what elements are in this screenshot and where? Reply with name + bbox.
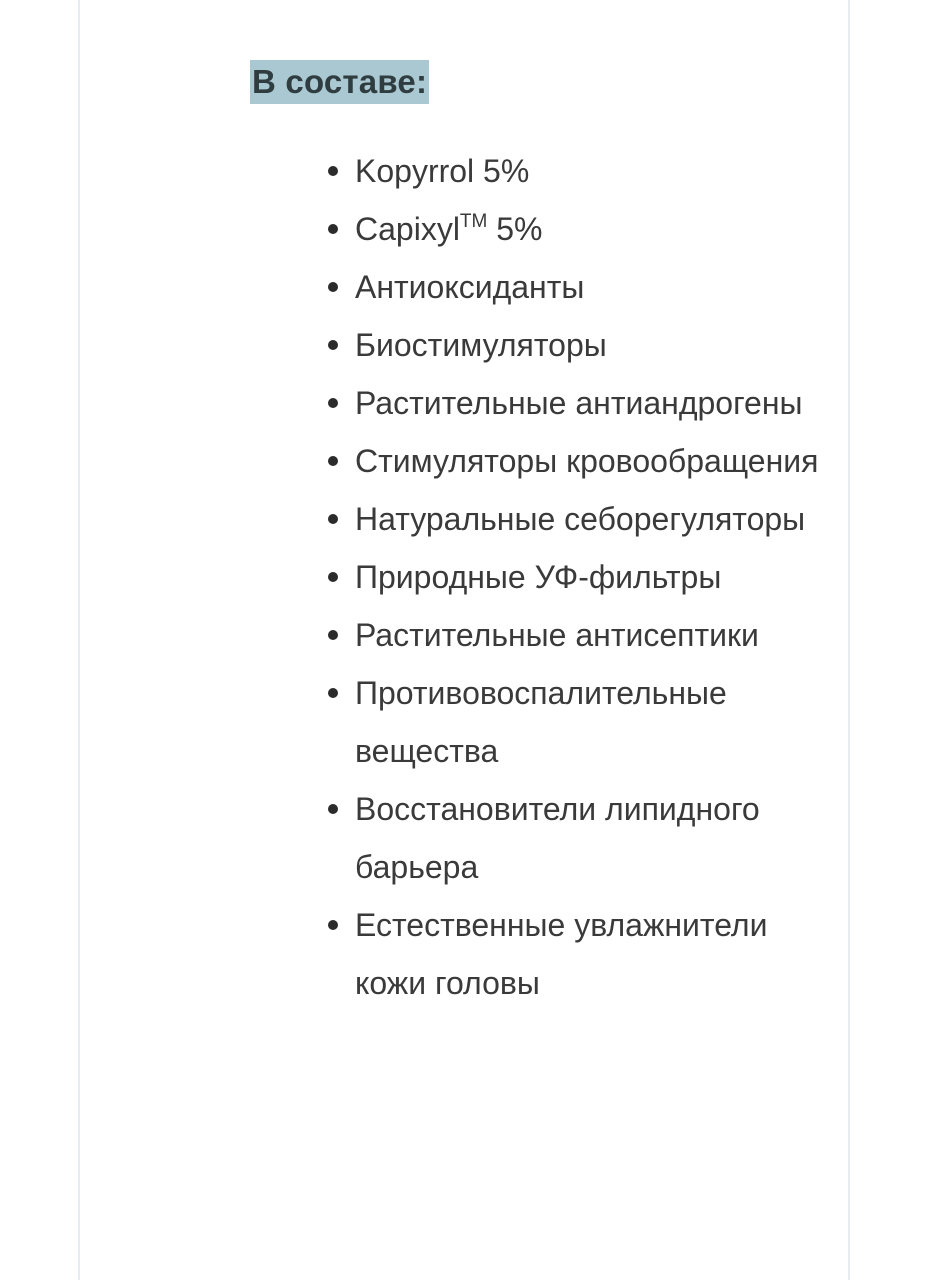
list-item: Растительные антиандрогены xyxy=(355,374,835,432)
list-item: Противовоспалительные вещества xyxy=(355,664,835,780)
list-item: Растительные антисептики xyxy=(355,606,835,664)
list-item: Природные УФ-фильтры xyxy=(355,548,835,606)
list-item: Стимуляторы кровообращения xyxy=(355,432,835,490)
trademark-mark: TM xyxy=(459,211,488,232)
list-item: Антиоксиданты xyxy=(355,258,835,316)
list-item: Биостимуляторы xyxy=(355,316,835,374)
page-frame xyxy=(78,0,850,1280)
section-heading: В составе: xyxy=(250,60,429,104)
content-area xyxy=(250,60,870,1012)
list-item: Натуральные себорегуляторы xyxy=(355,490,835,548)
ingredient-name: Capixyl xyxy=(355,211,460,247)
ingredients-list xyxy=(250,142,870,1012)
list-item: Kopyrrol 5% xyxy=(355,142,835,200)
ingredient-suffix: 5% xyxy=(487,211,543,247)
list-item xyxy=(355,200,835,258)
list-item: Естественные увлажнители кожи головы xyxy=(355,896,835,1012)
list-item: Восстановители липидного барьера xyxy=(355,780,835,896)
